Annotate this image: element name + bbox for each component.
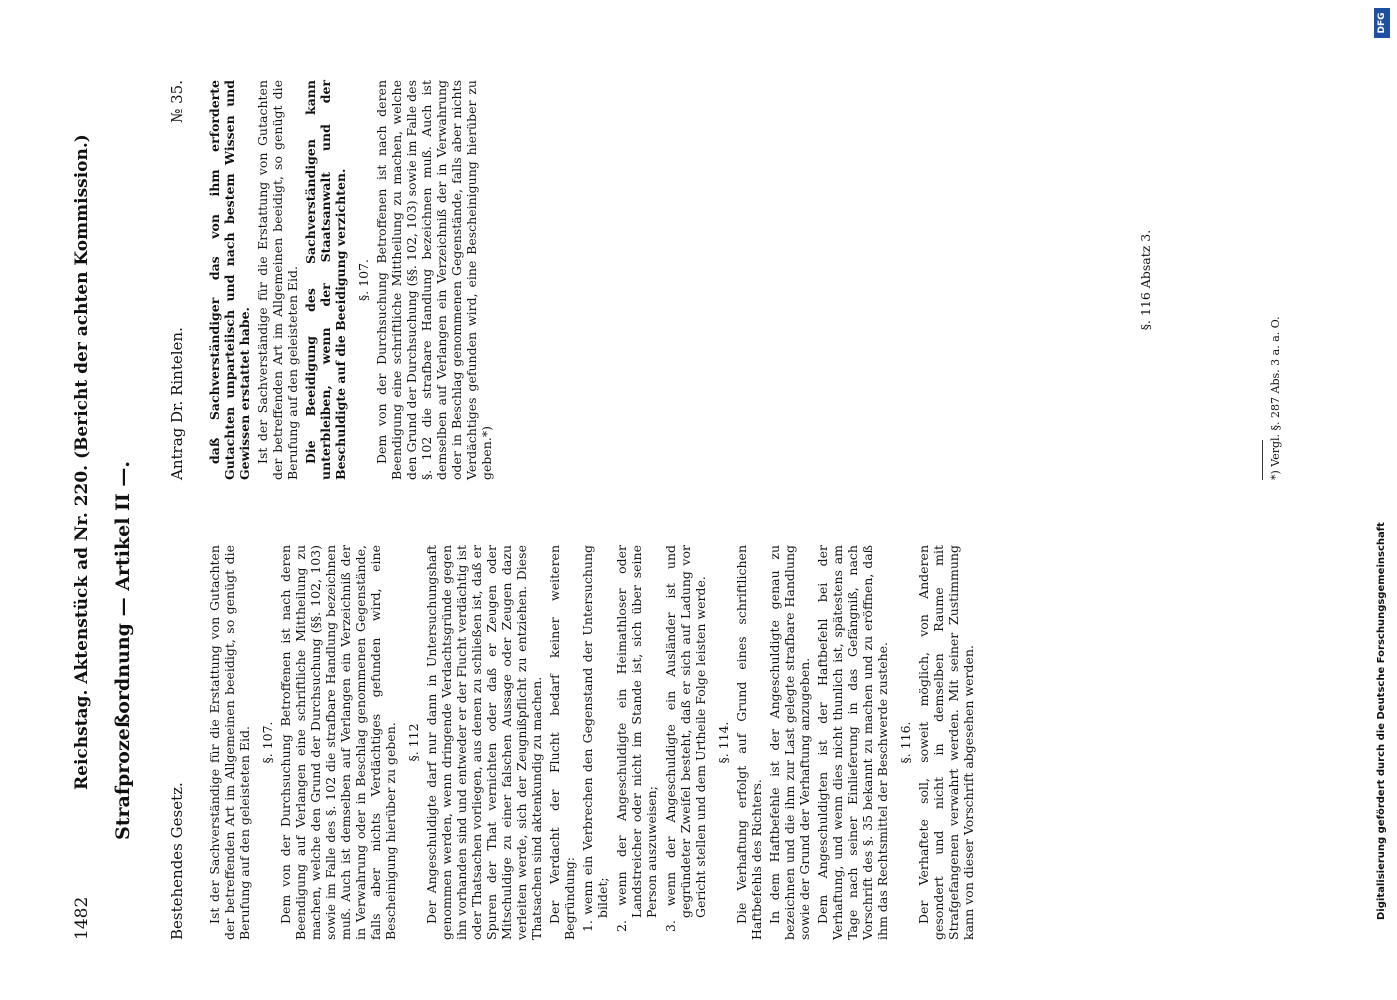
digitization-credit <box>1372 0 1394 1000</box>
footnote <box>1262 80 1282 480</box>
paragraph: Ist der Sachverständige für die Erstattung von Gutachten der betreffenden Art im Allgemeinen beeidigt, so genügt die Berufung auf den geleisteten Eid. <box>255 80 300 480</box>
right-column-reference <box>1130 80 1156 480</box>
paragraph: Dem Angeschuldigten ist der Haftbefehl bei der Verhaftung, und wenn dies nicht thunlich ist, spätestens am Tage nach seiner Einlieferung in das Gefängniß, nach Vorschrift des §. 35 bekannt zu machen und zu eröffnen, daß ihm das Rechtsmittel der Beschwerde zustehe. <box>815 545 890 940</box>
list-item: 3. wenn der Angeschuldigte ein Ausländer ist und gegründeter Zweifel besteht, daß er sich auf Ladung vor Gericht stellen und dem Urtheile Folge leisten werde. <box>663 545 708 932</box>
reference-number: № 35. <box>168 80 186 123</box>
paragraph: daß Sachverständiger das von ihm erforderte Gutachten unparteiisch und nach bestem Wissen und Gewissen erstattet habe. <box>207 80 252 480</box>
section-number: §. 114. <box>716 721 731 764</box>
section-title: Strafprozeßordnung — Artikel II —. <box>112 460 134 840</box>
list-item: 1. wenn ein Verbrechen den Gegenstand der Untersuchung bildet; <box>580 545 610 932</box>
dfg-logo: DFG <box>1374 8 1390 38</box>
section-number: §. 112 <box>406 723 421 762</box>
section-number: §. 107. <box>260 721 275 764</box>
paragraph: Die Verhaftung erfolgt auf Grund eines schriftlichen Haftbefehls des Richters. <box>734 545 764 940</box>
credit-text: Digitalisierung gefördert durch die Deutsche Forschungsgemeinschaft <box>1376 522 1387 920</box>
footnote-rule <box>1262 440 1263 480</box>
paragraph: Der Verdacht der Flucht bedarf keiner weiteren Begründung: <box>547 545 577 940</box>
paragraph: Ist der Sachverständige für die Erstattung von Gutachten der betreffenden Art im Allgemeinen beeidigt, so genügt die Berufung auf den geleisteten Eid. <box>207 545 252 940</box>
paragraph: Der Angeschuldigte darf nur dann in Untersuchungshaft genommen werden, wenn dringende Verdachtsgründe gegen ihn vorhanden sind und entweder er der Flucht verdächtig ist oder Thatsachen vorliegen, aus denen zu schließen ist, daß er Spuren der That vernichten oder daß er Zeugen oder Mitschuldige zu einer falschen Aussage oder Zeugen dazu verleiten werde, sich der Zeugnißpflicht zu entziehen. Diese Thatsachen sind aktenkundig zu machen. <box>424 545 544 940</box>
section-number: §. 116. <box>898 721 913 764</box>
section-reference: §. 116 Absatz 3. <box>1138 229 1153 331</box>
right-column <box>170 80 497 480</box>
page-number: 1482 <box>72 896 92 940</box>
left-column-heading: Bestehendes Gesetz. <box>168 782 186 940</box>
section-number: §. 107. <box>356 258 371 302</box>
paragraph: Dem von der Durchsuchung Betroffenen ist nach deren Beendigung auf Verlangen eine schriftliche Mittheilung zu machen, welche den Grund der Durchsuchung (§§. 102, 103) sowie im Falle des §. 102 die strafbare Handlung bezeichnen muß. Auch ist demselben auf Verlangen ein Verzeichniß der in Verwahrung oder in Beschlag genommenen Gegenstände, falls aber nichts Verdächtiges gefunden wird, eine Bescheinigung hierüber zu geben. <box>278 545 398 940</box>
right-column-heading-text: Antrag Dr. Rintelen. <box>168 327 186 480</box>
paragraph: Die Beeidigung des Sachverständigen kann unterbleiben, wenn der Staatsanwalt und der Beschuldigte auf die Beeidigung verzichten. <box>303 80 348 480</box>
paragraph: Dem von der Durchsuchung Betroffenen ist nach deren Beendigung eine schriftliche Mittheilung zu machen, welche den Grund der Durchsuchung (§§. 102, 103) sowie im Falle des §. 102 die strafbare Handlung bezeichnen muß. Auch ist demselben auf Verlangen ein Verzeichniß der in Verwahrung oder in Beschlag genommenen Gegenstände, falls aber nichts Verdächtiges gefunden wird, eine Bescheinigung hierüber zu geben.*) <box>374 80 494 480</box>
list-item: 2. wenn der Angeschuldigte ein Heimathloser oder Landstreicher oder nicht im Stande ist, sich über seine Person auszuweisen; <box>614 545 659 932</box>
left-column <box>170 545 979 940</box>
right-column-heading <box>170 80 185 480</box>
page-header <box>72 50 102 940</box>
footnote-text: *) Vergl. §. 287 Abs. 3 a. a. O. <box>1269 316 1282 480</box>
page-title: Reichstag. Aktenstück ad Nr. 220. (Bericht der achten Kommission.) <box>72 134 92 790</box>
paragraph: Der Verhaftete soll, soweit möglich, von Anderen gesondert und nicht in demselben Raume mit Strafgefangenen verwahrt werden. Mit seiner Zustimmung kann von dieser Vorschrift abgesehen werden. <box>916 545 976 940</box>
paragraph: In dem Haftbefehle ist der Angeschuldigte genau zu bezeichnen und die ihm zur Last gelegte strafbare Handlung sowie der Grund der Verhaftung anzugeben. <box>767 545 812 940</box>
